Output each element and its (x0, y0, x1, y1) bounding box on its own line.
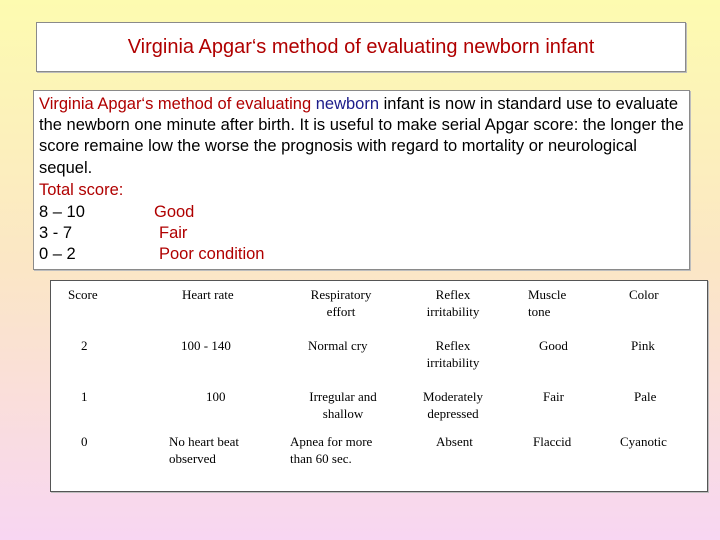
table-cell-score: 2 (81, 338, 88, 353)
table-cell-score: 1 (81, 389, 88, 404)
table-header-muscle-tone: Muscle tone (528, 287, 567, 319)
table-cell-muscle-tone: Flaccid (533, 434, 572, 449)
table-cell-color: Pale (634, 389, 657, 404)
score-range-label: Good (154, 203, 195, 221)
table-header-reflex-irritability: Reflex irritability (426, 287, 480, 319)
table-cell-muscle-tone: Good (539, 338, 568, 353)
apgar-table (50, 280, 708, 492)
paragraph-body-text: infant is now in standard use to evaluate the newborn one minute after birth. It is useful to make serial Apgar score: the longer the score remaine low the worse the prognosis with regard to mortality or neurological sequel. (39, 95, 684, 177)
score-range-value: 0 – 2 (39, 245, 76, 263)
table-cell-reflex-irritability: Moderately depressed (423, 389, 483, 421)
table-header-color: Color (629, 287, 659, 302)
table-cell-color: Pink (631, 338, 655, 353)
score-range-value: 3 - 7 (39, 224, 73, 242)
table-cell-heart-rate: 100 (206, 389, 226, 404)
table-header-score: Score (68, 287, 98, 302)
table-header-heart-rate: Heart rate (182, 287, 234, 302)
score-range-label: Poor condition (159, 245, 265, 263)
table-cell-reflex-irritability: Absent (436, 434, 473, 449)
paragraph-red-text: Virginia Apgar‘s method of evaluating (39, 95, 316, 113)
title-box (36, 22, 686, 72)
table-cell-reflex-irritability: Reflex irritability (426, 338, 480, 370)
table-cell-score: 0 (81, 434, 88, 449)
table-cell-respiratory-effort: Normal cry (308, 338, 368, 353)
description-paragraph (39, 94, 684, 179)
score-range-label: Fair (159, 224, 188, 242)
score-range-value: 8 – 10 (39, 203, 85, 221)
table-cell-respiratory-effort: Irregular and shallow (309, 389, 377, 421)
description-box (33, 90, 690, 270)
total-score-label: Total score: (39, 181, 124, 199)
table-cell-heart-rate: 100 - 140 (181, 338, 231, 353)
table-cell-color: Cyanotic (620, 434, 667, 449)
slide-title: Virginia Apgar‘s method of evaluating newborn infant (127, 36, 595, 58)
table-header-respiratory-effort: Respiratory effort (310, 287, 372, 319)
table-cell-muscle-tone: Fair (543, 389, 564, 404)
table-cell-heart-rate: No heart beat observed (169, 434, 240, 466)
table-cell-respiratory-effort: Apnea for more than 60 sec. (290, 434, 373, 466)
paragraph-blue-text: newborn (315, 95, 380, 113)
